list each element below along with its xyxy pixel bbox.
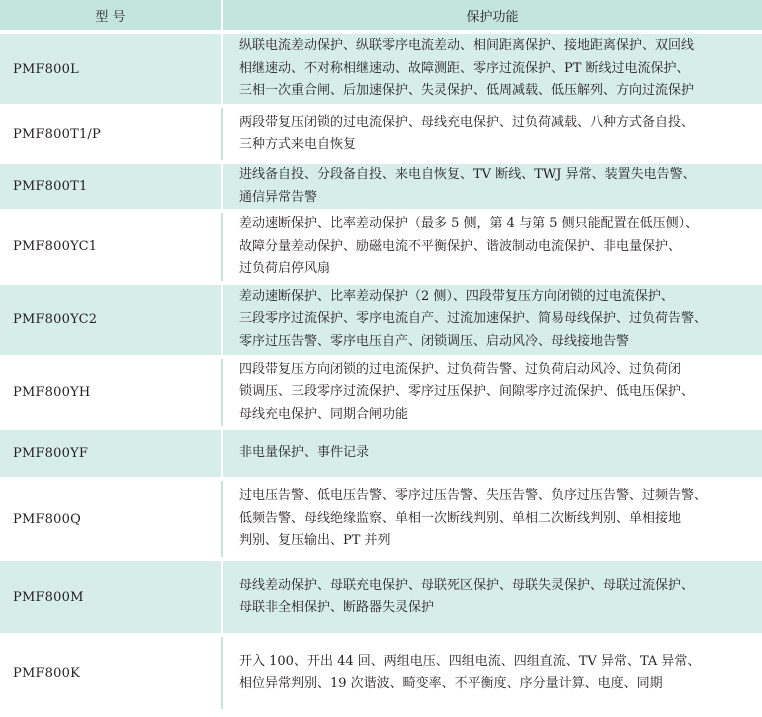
function-line: 相位异常判别、19 次谐波、畸变率、不平衡度、序分量计算、电度、同期 (239, 676, 663, 691)
function-cell (222, 283, 762, 357)
table-row (0, 211, 762, 283)
function-line: 母线差动保护、母联充电保护、母联死区保护、母联失灵保护、母联过流保护、 (239, 577, 695, 593)
table-header-row (0, 0, 762, 32)
model-cell: PMF800YF (0, 428, 222, 479)
function-line: 三种方式来电自恢复 (239, 137, 357, 152)
table-row (0, 357, 762, 429)
function-line: 两段带复压闭锁的过电流保护、母线充电保护、过负荷减载、八种方式备自投、 (239, 114, 695, 130)
function-cell (222, 32, 762, 106)
model-cell: PMF800Q (0, 479, 222, 559)
function-line: 纵联电流差动保护、纵联零序电流差动、相间距离保护、接地距离保护、双回线 (239, 38, 695, 54)
function-line: 锁调压、三段零序过流保护、零序过压保护、间隙零序过流保护、低电压保护、 (239, 384, 695, 399)
function-cell (222, 162, 762, 211)
table-row (0, 162, 762, 211)
table-row (0, 106, 762, 162)
model-cell: PMF800YC2 (0, 283, 222, 357)
function-line: 四段带复压方向闭锁的过电流保护、过负荷告警、过负荷启动风冷、过负荷闭 (239, 361, 682, 377)
table-row (0, 635, 762, 711)
model-cell: PMF800L (0, 32, 222, 106)
function-line: 开入 100、开出 44 回、两组电压、四组电流、四组直流、TV 异常、TA 异常、 (239, 653, 701, 669)
table-row (0, 428, 762, 479)
function-line: 判别、复压输出、PT 并列 (239, 533, 391, 549)
function-line: 母线充电保护、同期合闸功能 (239, 406, 409, 422)
function-line: 故障分量差动保护、励磁电流不平衡保护、谐波制动电流保护、非电量保护、 (239, 238, 682, 254)
function-cell (222, 428, 762, 479)
model-cell: PMF800T1 (0, 162, 222, 211)
function-line: 母联非全相保护、断路器失灵保护 (239, 600, 435, 615)
model-cell: PMF800T1/P (0, 106, 222, 162)
model-cell: PMF800YH (0, 357, 222, 429)
function-line: 三相一次重合闸、后加速保护、失灵保护、低周减载、低压解列、方向过流保护 (239, 83, 695, 99)
function-line: 三段零序过流保护、零序电流自产、过流加速保护、简易母线保护、过负荷告警、 (239, 311, 708, 327)
table-row (0, 283, 762, 357)
function-cell (222, 106, 762, 162)
function-cell (222, 635, 762, 711)
model-cell: PMF800YC1 (0, 211, 222, 283)
table-row (0, 32, 762, 106)
function-line: 零序过压告警、零序电压自产、闭锁调压、启动风冷、母线接地告警 (239, 333, 630, 349)
model-cell: PMF800M (0, 559, 222, 635)
function-line: 低频告警、母线绝缘监察、单相一次断线判别、单相二次断线判别、单相接地 (239, 510, 682, 526)
function-cell (222, 479, 762, 559)
table-row (0, 479, 762, 559)
function-line: 进线备自投、分段备自投、来电自恢复、TV 断线、TWJ 异常、装置失电告警、 (239, 167, 696, 182)
function-line: 相继速动、不对称相继速动、故障测距、零序过流保护、PT 断线过电流保护、 (239, 60, 690, 76)
function-line: 差动速断保护、比率差动保护（2 侧）、四段带复压方向闭锁的过电流保护、 (239, 288, 674, 304)
function-line: 通信异常告警 (239, 189, 318, 205)
function-cell (222, 211, 762, 283)
table-row (0, 559, 762, 635)
function-line: 差动速断保护、比率差动保护（最多 5 侧，第 4 与第 5 侧只能配置在低压侧）、 (239, 216, 699, 231)
function-cell (222, 357, 762, 429)
model-column-header: 型 号 (0, 0, 222, 32)
function-line: 过电压告警、低电压告警、零序过压告警、失压告警、负序过压告警、过频告警、 (239, 488, 708, 504)
function-line: 非电量保护、事件记录 (239, 445, 370, 461)
function-cell (222, 559, 762, 635)
function-column-header: 保护功能 (222, 0, 762, 32)
function-line: 过负荷启停风扇 (239, 261, 331, 276)
model-cell: PMF800K (0, 635, 222, 711)
